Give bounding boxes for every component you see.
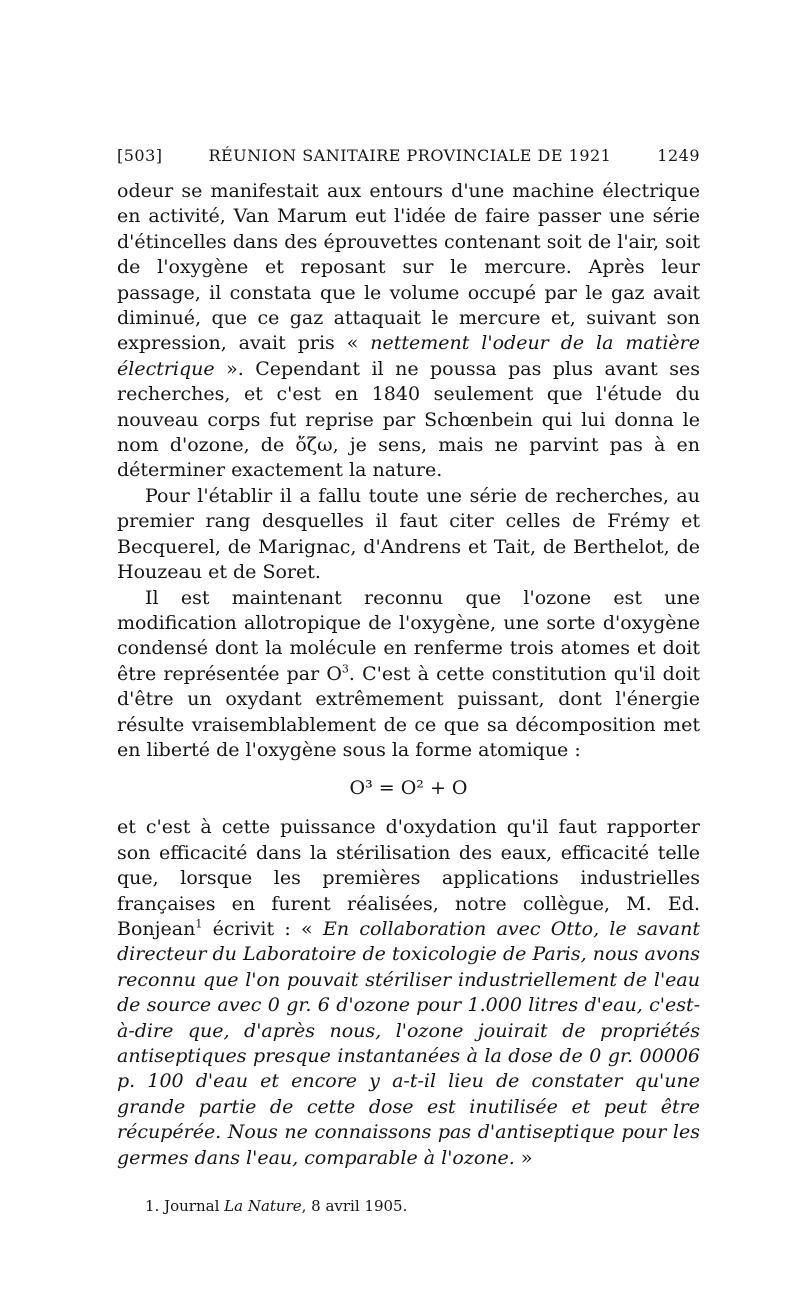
book-page [117, 146, 700, 1215]
paragraph-3-text-a: Il est maintenant reconnu que l'ozone est une modification allotropique de l'oxygène, une sorte d'oxygène condensé dont la molécule en renferme trois atomes et doit être représentée par O [117, 586, 700, 685]
greek-word: ὄζω [295, 434, 333, 457]
paragraph-1-text-a: odeur se manifestait aux entours d'une machine électrique en activité, Van Marum eut l'idée de faire passer une série d'étincelles dans des éprouvettes contenant soit de l'air, soit de l'oxygène et reposant sur le mercure. Après leur passage, il constata que le volume occupé par le gaz avait diminué, que ce gaz attaquait le mercure et, suivant son expression, avait pris « [117, 180, 700, 355]
page-reference: [503] [117, 146, 163, 165]
paragraph-4-text-b: écrivit : « [202, 917, 323, 940]
footnote-text-b: , 8 avril 1905. [301, 1197, 408, 1216]
superscript: 3 [341, 662, 349, 676]
paragraph-3 [117, 586, 700, 764]
paragraph-1-text-c: , je sens, mais ne parvint pas à en déterminer exactement la nature. [117, 434, 700, 482]
footnote-text-a: Journal [164, 1197, 225, 1216]
body-text [117, 179, 700, 1171]
paragraph-4 [117, 815, 700, 1171]
footnote-reference: 1 [195, 917, 203, 931]
equation: O³ = O² + O [349, 777, 468, 800]
paragraph-3-text-b: . C'est à cette constitution qu'il doit d'être un oxydant extrêmement puissant, dont l'énergie résulte vraisemblablement de ce que sa décomposition met en liberté de l'oxygène sous la forme atomique : [117, 662, 700, 761]
paragraph-4-text-a: et c'est à cette puissance d'oxydation qu'il faut rapporter son efficacité dans la stérilisation des eaux, efficacité telle que, lorsque les premières applications industrielles françaises en furent réalisées, notre collègue, M. Ed. Bonjean [117, 816, 700, 940]
paragraph-4-italic-quote: En collaboration avec Otto, le savant directeur du Laboratoire de toxicologie de Paris, nous avons reconnu que l'on pouvait stériliser industriellement de l'eau de source avec 0 gr. 6 d'ozone pour 1.000 litres d'eau, c'est-à-dire que, d'après nous, l'ozone jouirait de propriétés antiseptiques presque instantanées à la dose de 0 gr. 00006 p. 100 d'eau et encore y a-t-il lieu de constater qu'une grande partie de cette dose est inutilisée et peut être récupérée. Nous ne connaissons pas d'antiseptique pour les germes dans l'eau, comparable à l'ozone. [117, 917, 700, 1169]
paragraph-1 [117, 179, 700, 484]
page-number: 1249 [657, 146, 700, 165]
footnote [117, 1197, 700, 1215]
paragraph-4-text-c: » [514, 1146, 533, 1169]
footnote-number: 1. [145, 1197, 160, 1216]
paragraph-2: Pour l'établir il a fallu toute une série de recherches, au premier rang desquelles il faut citer celles de Frémy et Becquerel, de Marignac, d'Andrens et Tait, de Berthelot, de Houzeau et de Soret. [117, 484, 700, 584]
running-head [117, 146, 700, 165]
running-title: RÉUNION SANITAIRE PROVINCIALE DE 1921 [208, 146, 612, 165]
paragraph-1-italic-quote: nettement l'odeur de la matière électrique [117, 332, 700, 380]
footnote-title: La Nature [224, 1197, 302, 1216]
paragraph-1-text-b: ». Cependant il ne poussa pas plus avant ses recherches, et c'est en 1840 seulement que l'étude du nouveau corps fut reprise par Schœnbein qui lui donna le nom d'ozone, de [117, 357, 700, 457]
